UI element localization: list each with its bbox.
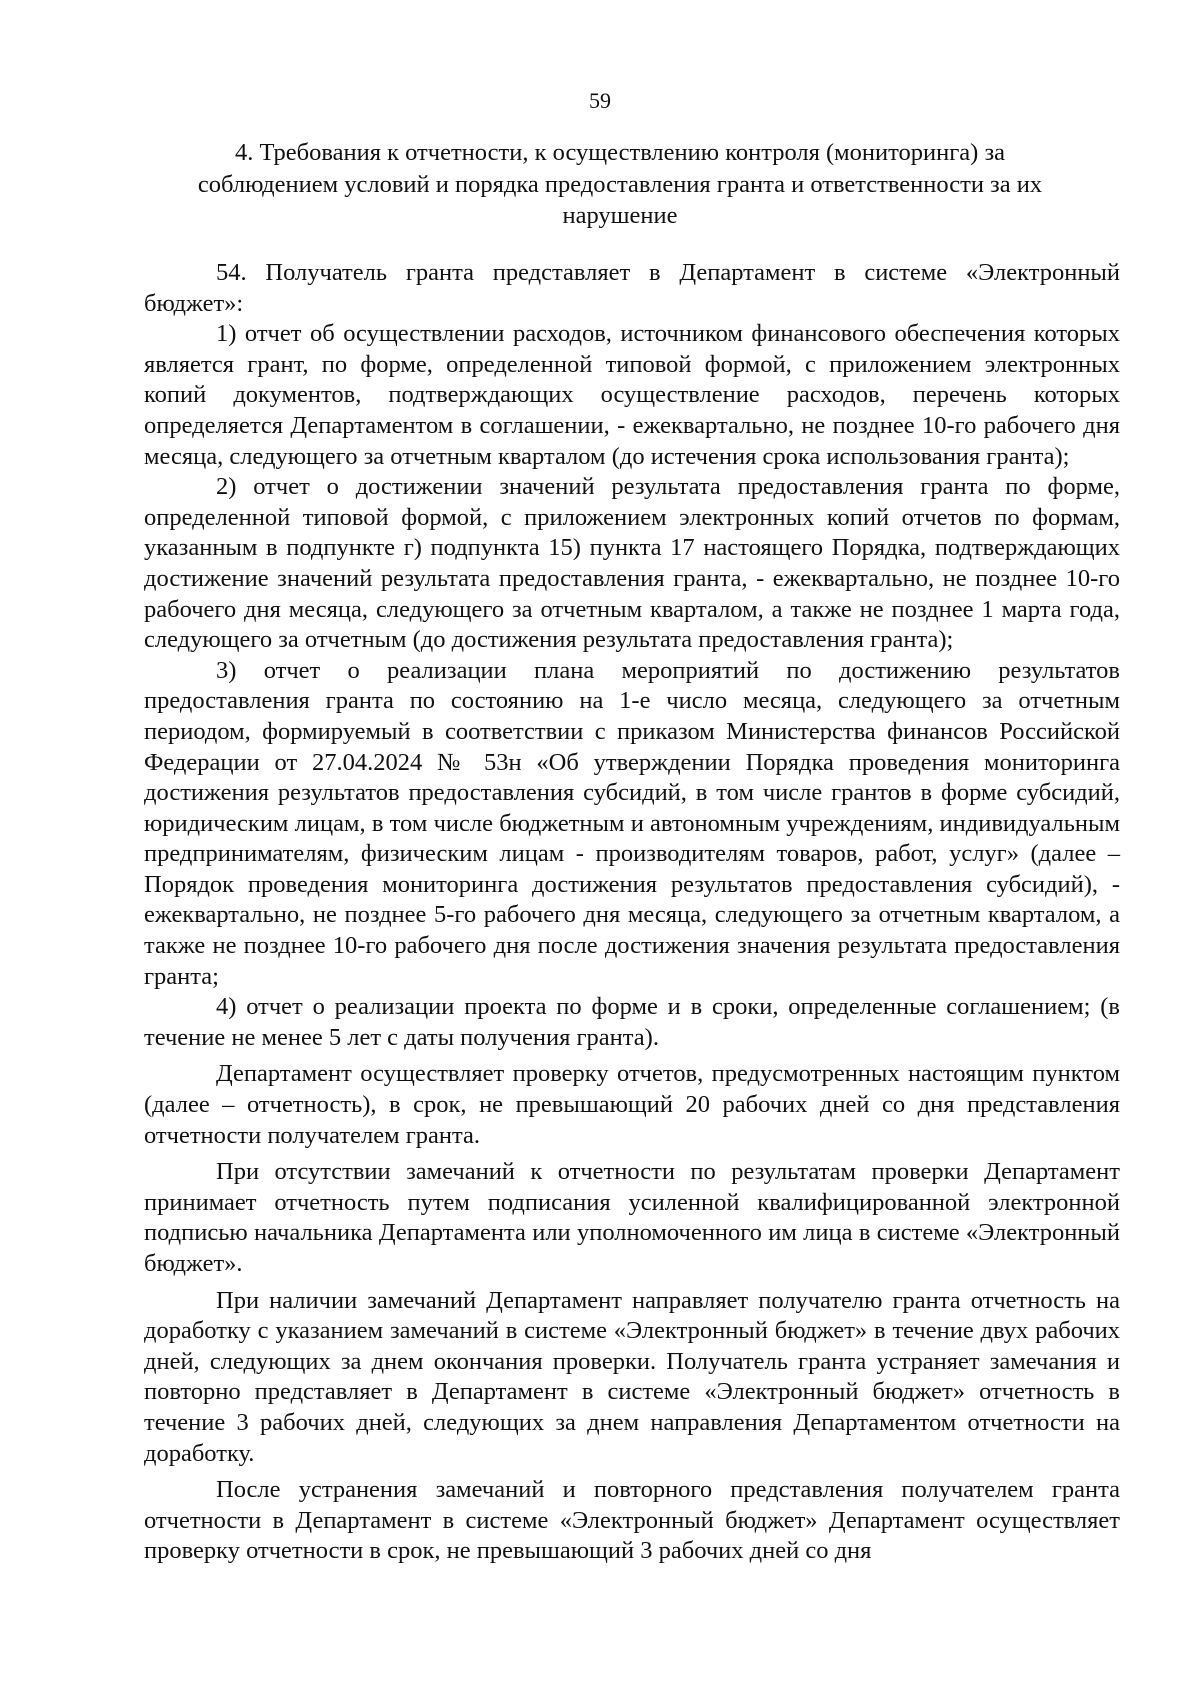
section-title: 4. Требования к отчетности, к осуществлению контроля (мониторинга) за соблюдением условий и порядка предоставления гранта и ответственности за их нарушение bbox=[197, 139, 1043, 229]
paragraph-verification: Департамент осуществляет проверку отчетов, предусмотренных настоящим пунктом (далее – отчетность), в срок, не превышающий 20 рабочих дней со дня представления отчетности получателем гранта. bbox=[144, 1060, 1120, 1149]
document-body bbox=[144, 258, 1120, 1567]
paragraph-item-3: 3) отчет о реализации плана мероприятий по достижению результатов предоставления гранта по состоянию на 1-е число месяца, следующего за отчетным периодом, формируемый в соответствии с приказом Министерства финансов Российской Федерации от 27.04.2024 № 53н «Об утверждении Порядка проведения мониторинга достижения результатов предоставления субсидий, в том числе грантов в форме субсидий, юридическим лицам, в том числе бюджетным и автономным учреждениям, индивидуальным предпринимателям, физическим лицам - производителям товаров, работ, услуг» (далее – Порядок проведения мониторинга достижения результатов предоставления субсидий), - ежеквартально, не позднее 5-го рабочего дня месяца, следующего за отчетным кварталом, а также не позднее 10-го рабочего дня после достижения значения результата предоставления гранта; bbox=[144, 656, 1120, 990]
paragraph-acceptance: При отсутствии замечаний к отчетности по результатам проверки Департамент принимает отчетность путем подписания усиленной квалифицированной электронной подписью начальника Департамента или уполномоченного им лица в системе «Электронный бюджет». bbox=[144, 1158, 1120, 1277]
page-number: 59 bbox=[589, 88, 611, 113]
paragraph-item-1: 1) отчет об осуществлении расходов, источником финансового обеспечения которых является грант, по форме, определенной типовой формой, с приложением электронных копий документов, подтверждающих осуществление расходов, перечень которых определяется Департаментом в соглашении, - ежеквартально, не позднее 10-го рабочего дня месяца, следующего за отчетным кварталом (до истечения срока использования гранта); bbox=[144, 320, 1120, 470]
paragraph-54-intro: 54. Получатель гранта представляет в Департамент в системе «Электронный бюджет»: bbox=[144, 259, 1120, 317]
paragraph-item-4: 4) отчет о реализации проекта по форме и в сроки, определенные соглашением; (в течение не менее 5 лет с даты получения гранта). bbox=[144, 993, 1120, 1051]
paragraph-item-2: 2) отчет о достижении значений результата предоставления гранта по форме, определенной типовой формой, с приложением электронных копий отчетов по формам, указанным в подпункте г) подпункта 15) пункта 17 настоящего Порядка, подтверждающих достижение значений результата предоставления гранта, - ежеквартально, не позднее 10-го рабочего дня месяца, следующего за отчетным кварталом, а также не позднее 1 марта года, следующего за отчетным (до достижения результата предоставления гранта); bbox=[144, 473, 1120, 654]
paragraph-recheck: После устранения замечаний и повторного представления получателем гранта отчетности в Департамент в системе «Электронный бюджет» Департамент осуществляет проверку отчетности в срок, не превышающий 3 рабочих дней со дня bbox=[144, 1476, 1120, 1565]
paragraph-remarks: При наличии замечаний Департамент направляет получателю гранта отчетность на доработку с указанием замечаний в системе «Электронный бюджет» в течение двух рабочих дней, следующих за днем окончания проверки. Получатель гранта устраняет замечания и повторно представляет в Департамент в системе «Электронный бюджет» отчетность в течение 3 рабочих дней, следующих за днем направления Департаментом отчетности на доработку. bbox=[144, 1286, 1120, 1467]
